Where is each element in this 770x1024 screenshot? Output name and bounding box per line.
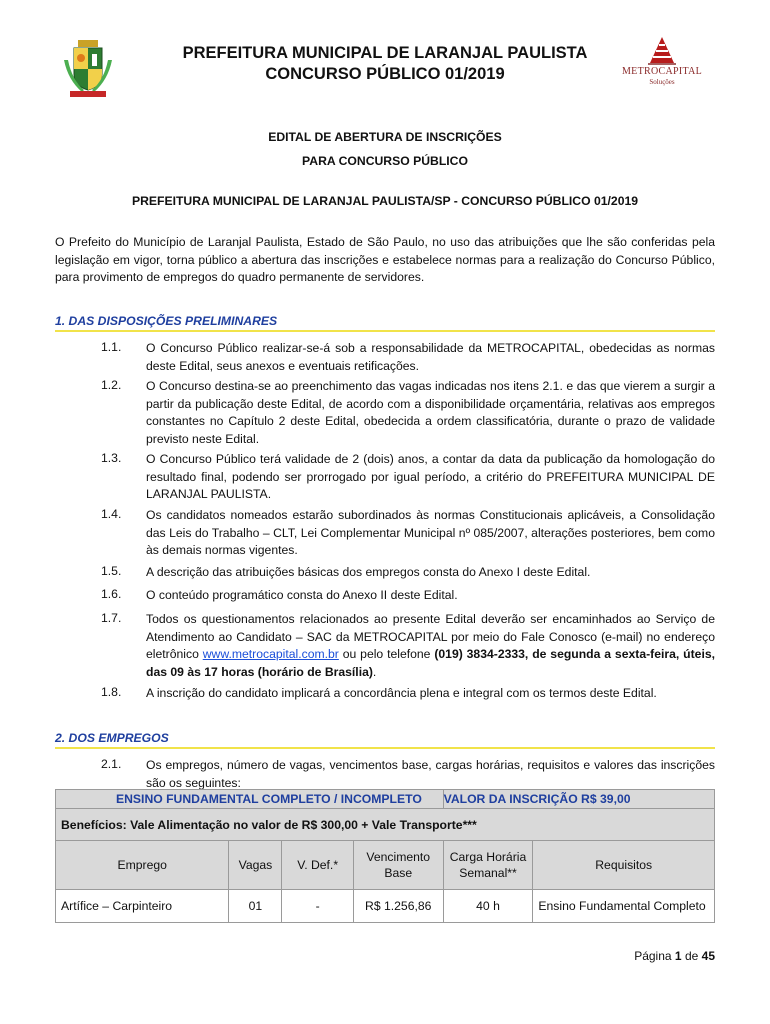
table-row: [56, 890, 715, 923]
column-header: V. Def.*: [282, 841, 353, 890]
column-header: Vencimento Base: [353, 841, 443, 890]
column-header: Vagas: [229, 841, 282, 890]
employment-table: [55, 789, 715, 923]
item-number: 1.4.: [101, 507, 122, 521]
of-label: de: [684, 949, 699, 963]
header-title: [150, 43, 620, 85]
header-title-line2: CONCURSO PÚBLICO 01/2019: [265, 65, 505, 83]
item-text-part: ou pelo telefone: [338, 647, 435, 661]
cell-carga: 40 h: [443, 890, 533, 923]
item-number: 1.8.: [101, 685, 122, 699]
current-page: 1: [674, 949, 682, 963]
cell-emprego: Artífice – Carpinteiro: [56, 890, 229, 923]
edital-title-line1: EDITAL DE ABERTURA DE INSCRIÇÕES: [268, 130, 502, 144]
edital-title-line2: PARA CONCURSO PÚBLICO: [302, 154, 468, 168]
edital-heading: PREFEITURA MUNICIPAL DE LARANJAL PAULISTA/SP - CONCURSO PÚBLICO 01/2019: [131, 194, 639, 208]
logo-subtext: Soluções: [649, 78, 675, 86]
item-number: 1.7.: [101, 611, 122, 625]
cell-requisitos: Ensino Fundamental Completo: [533, 890, 715, 923]
section-1-title: 1. DAS DISPOSIÇÕES PRELIMINARES: [55, 314, 278, 328]
cell-vdef: -: [282, 890, 353, 923]
item-number: 1.6.: [101, 587, 122, 601]
column-header: Carga Horária Semanal**: [443, 841, 533, 890]
item-number: 2.1.: [101, 757, 122, 771]
phone-hours-text: (019) 3834-2333, de segunda a sexta-feira, úteis, das 09 às 17 horas (horário de Brasília): [146, 647, 715, 679]
item-text-part: Todos os questionamentos relacionados ao presente Edital deverão ser encaminhados ao Serviço de Atendimento ao Candidato – SAC da METROCAPITAL por meio do Fale Conosco (e-mail) no endereço eletrônico: [146, 612, 715, 661]
item-text: O Concurso Público realizar-se-á sob a responsabilidade da METROCAPITAL, obedecidas as normas deste Edital, seus anexos e eventuais retificações.: [146, 341, 715, 373]
item-text: O conteúdo programático consta do Anexo II deste Edital.: [146, 588, 458, 602]
metrocapital-website-link[interactable]: www.metrocapital.com.br: [202, 647, 339, 661]
item-number: 1.3.: [101, 451, 122, 465]
table-benefits: Benefícios: Vale Alimentação no valor de R$ 300,00 + Vale Transporte***: [56, 809, 715, 841]
item-text: A descrição das atribuições básicas dos empregos consta do Anexo I deste Edital.: [146, 565, 591, 579]
cell-vagas: 01: [229, 890, 282, 923]
item-text: O Concurso destina-se ao preenchimento das vagas indicadas nos itens 2.1. e das que vierem a surgir a partir da publicação deste Edital, de acordo com a disponibilidade orçamentária, relativas aos empregos constantes no Capítulo 2 deste Edital, obedecida a ordem classificatória, durante o prazo de validade previsto neste Edital.: [146, 379, 715, 446]
column-header: Requisitos: [533, 841, 715, 890]
header-title-line1: PREFEITURA MUNICIPAL DE LARANJAL PAULISTA: [182, 44, 588, 62]
column-header: Emprego: [56, 841, 229, 890]
item-number: 1.5.: [101, 564, 122, 578]
total-pages: 45: [701, 949, 715, 963]
page-label: Página: [634, 949, 672, 963]
section-2-title: 2. DOS EMPREGOS: [55, 731, 169, 745]
page-number: [634, 949, 715, 963]
item-text-sac: [146, 611, 715, 681]
item-text: Os candidatos nomeados estarão subordinados às normas Constitucionais aplicáveis, a Consolidação das Leis do Trabalho – CLT, Lei Complementar Municipal nº 085/2007, alterações posteriores, bem como às demais normas vigentes.: [146, 508, 715, 557]
cell-vencimento: R$ 1.256,86: [353, 890, 443, 923]
intro-paragraph: O Prefeito do Município de Laranjal Paulista, Estado de São Paulo, no uso das atribuições que lhe são conferidas pela legislação em vigor, torna público a abertura das inscrições e estabelece normas para a realização do Concurso Público, para provimento de empregos do quadro permanente de servidores.: [55, 235, 715, 284]
item-text-part: .: [372, 664, 377, 679]
logo-text: METROCAPITAL: [621, 66, 703, 77]
item-number: 1.1.: [101, 340, 122, 354]
item-text: A inscrição do candidato implicará a concordância plena e integral com os termos deste Edital.: [146, 686, 657, 700]
table-level-header: ENSINO FUNDAMENTAL COMPLETO / INCOMPLETO: [56, 790, 444, 809]
table-fee-header: VALOR DA INSCRIÇÃO R$ 39,00: [443, 790, 714, 809]
item-text: O Concurso Público terá validade de 2 (dois) anos, a contar da data da publicação da homologação do resultado final, podendo ser prorrogado por igual período, a critério do PREFEITURA MUNICIPAL DE LARANJAL PAULISTA.: [146, 452, 715, 501]
item-number: 1.2.: [101, 378, 122, 392]
section-2-rule: [55, 747, 715, 749]
item-text: Os empregos, número de vagas, vencimentos base, cargas horárias, requisitos e valores das inscrições são os seguintes:: [146, 758, 715, 790]
section-1-rule: [55, 330, 715, 332]
municipal-crest-logo: [62, 40, 114, 98]
